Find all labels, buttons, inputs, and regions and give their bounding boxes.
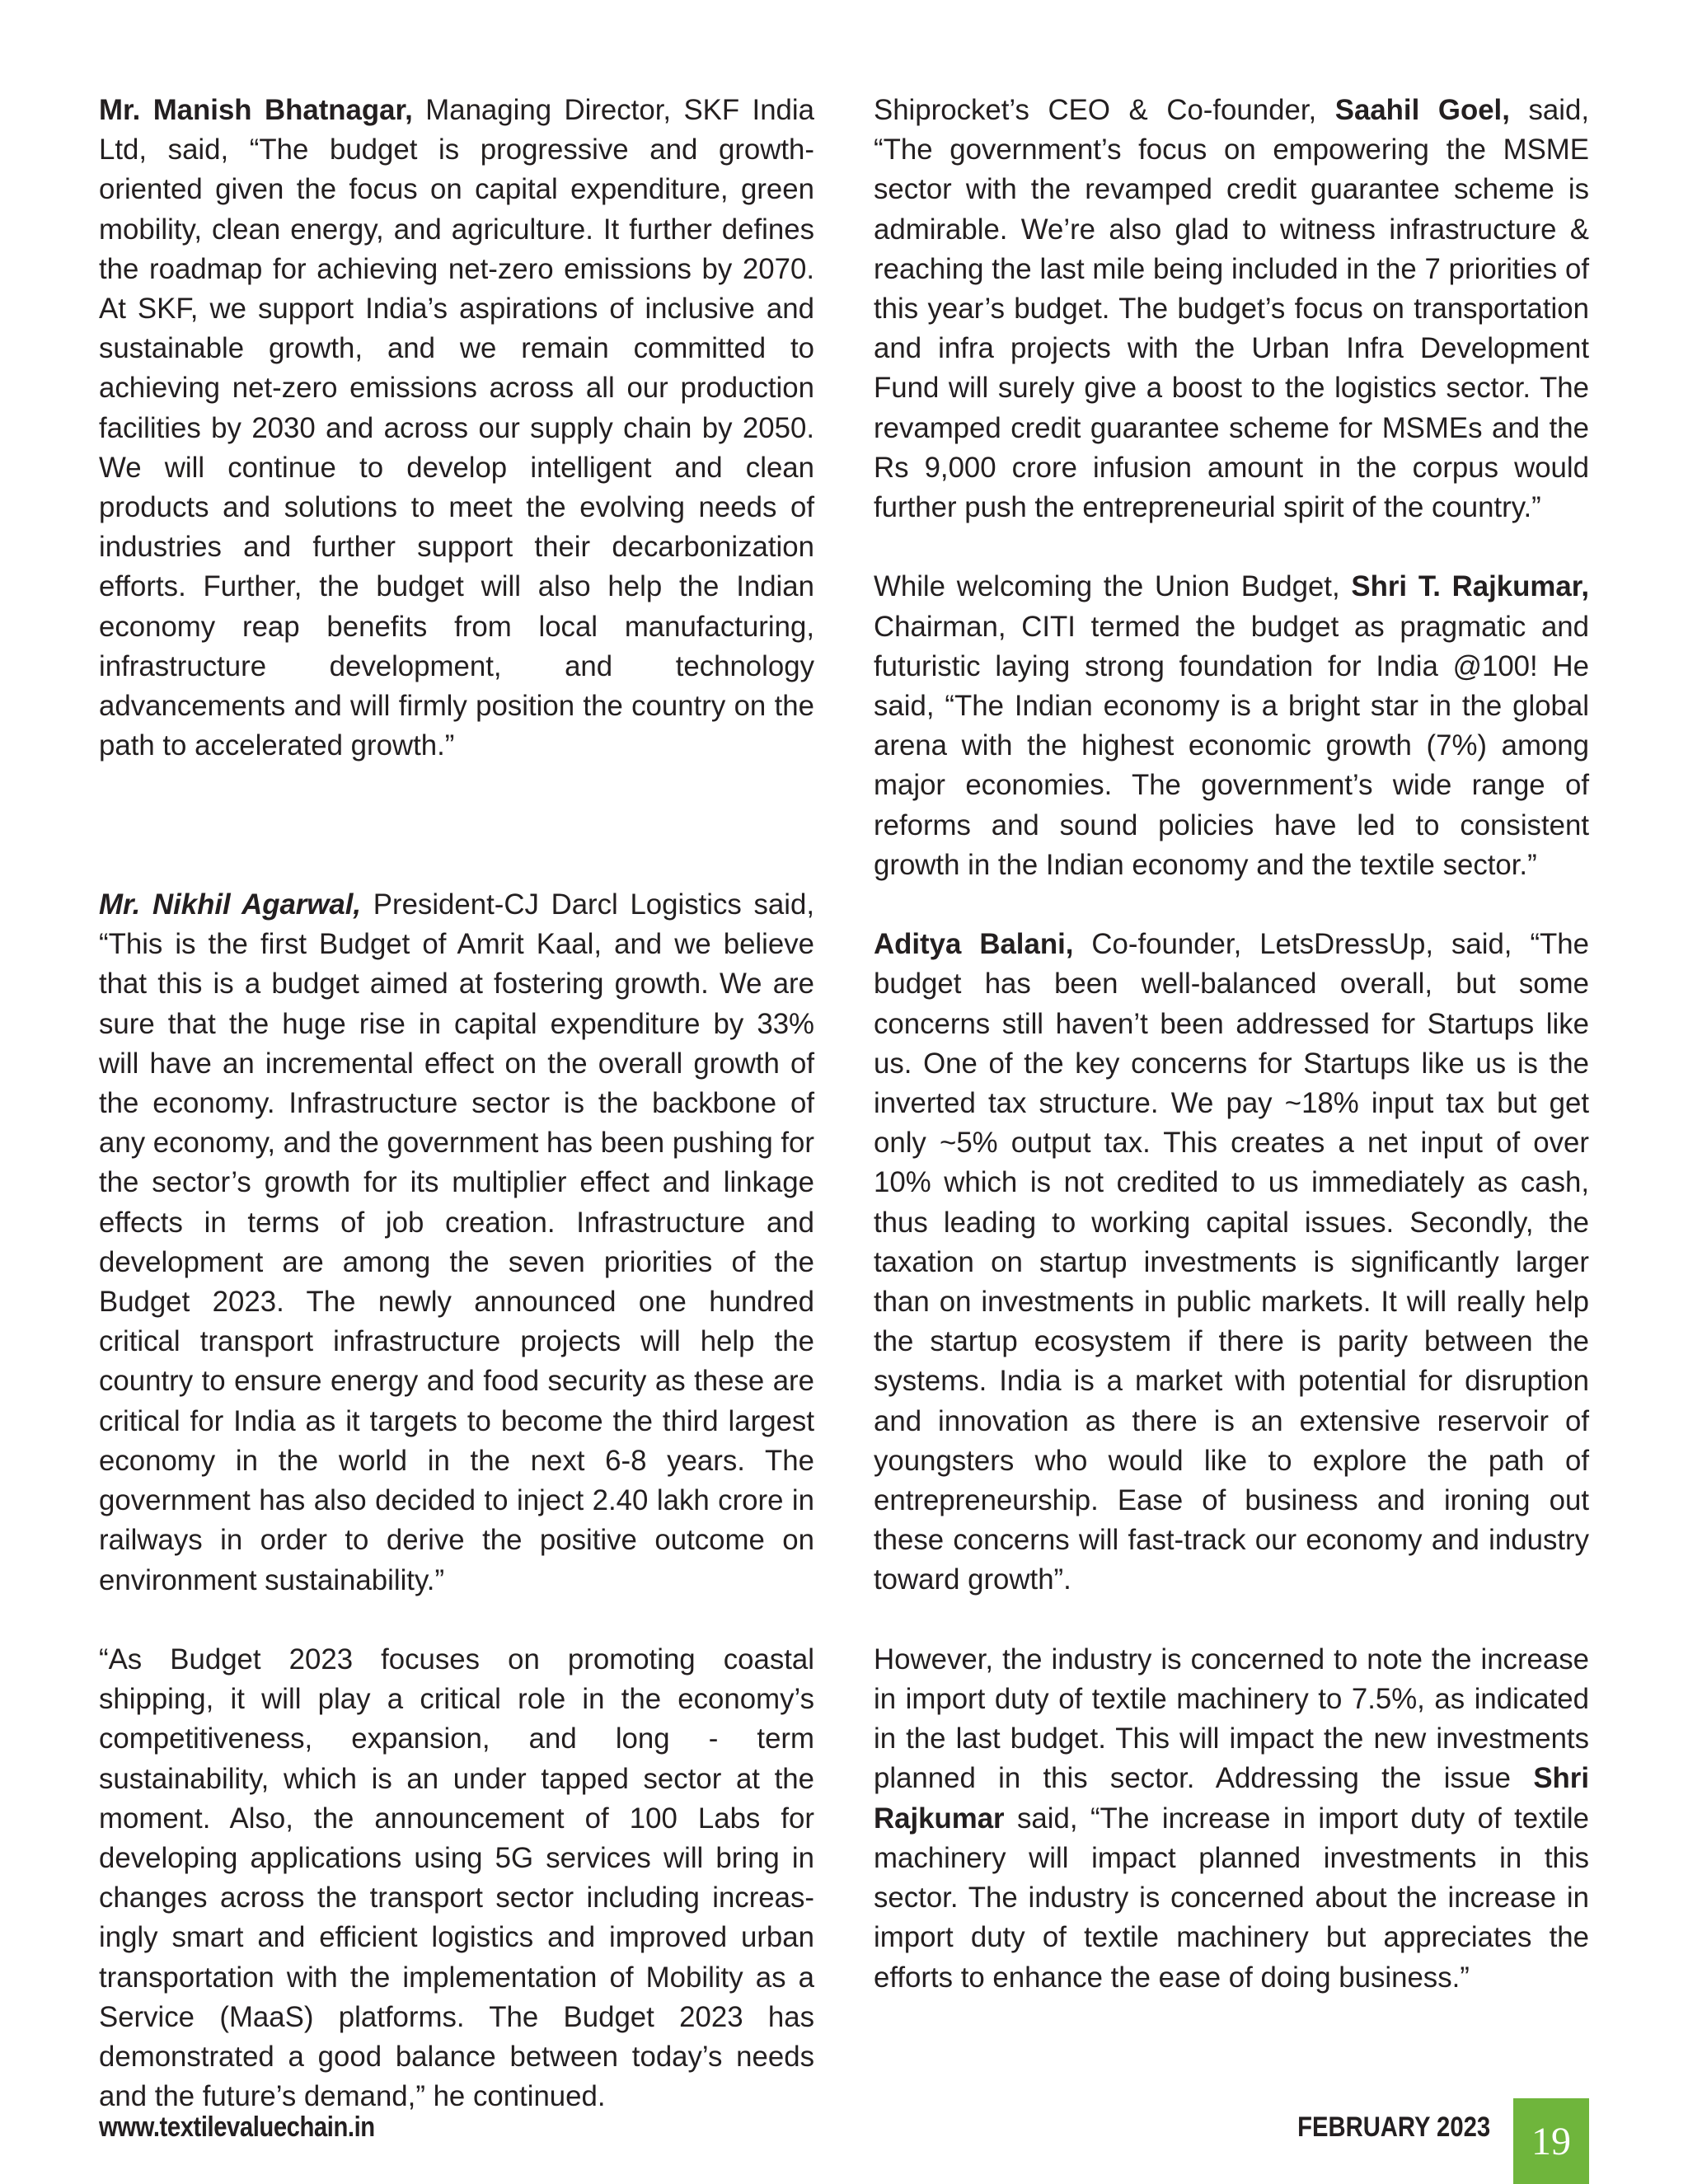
balani-quote-paragraph (874, 925, 1589, 1600)
quote-text: Co-founder, LetsDressUp, said, “The budget has been well-balanced overall, but some concerns still haven’t been addressed for Startups like us. One of the key concerns for Startups like us is the inverted tax structure. We pay ~18% input tax but get only ~5% output tax. This creates a net input of over 10% which is not credited to us immediately as cash, thus leading to working capital issues. Secondly, the taxation on startup investments is significantly larger than on investments in public markets. It will really help the startup ecosystem if there is parity between the systems. India is a market with potential for disruption and innovation as there is an extensive reservoir of youngsters who would like to explore the path of entrepreneurship. Ease of business and ironing out these concerns will fast-track our economy and industry toward growth”. (874, 928, 1589, 1596)
paragraph-spacer (874, 885, 1589, 925)
quote-text: “As Budget 2023 focuses on promoting coastal shipping, it will play a critical role in the economy’s competitiveness, expansion, and long - term sustainability, which is an under tapped sector at the moment. Also, the announcement of 100 Labs for developing applications using 5G services will bring in changes across the transport sector including increasingly smart and efficient logistics and improved urban transportation with the implementation of Mobility as a Service (MaaS) platforms. The Budget 2023 has demonstrated a good balance between today’s needs and the future’s demand,” he continued. (99, 1643, 814, 2113)
intro-text: While welcoming the Union Budget, (874, 570, 1352, 603)
footer-issue-date: FEBRUARY 2023 (1296, 2111, 1490, 2143)
quote-text: President-CJ Darcl Logistics said, “This is the first Budget of Amrit Kaal, and we believe that this is a budget aimed at fostering growth. We are sure that the huge rise in capital expenditure by 33% will have an incremental effect on the overall growth of the economy. Infrastructure sector is the backbone of any economy, and the government has been pushing for the sector’s growth for its multiplier effect and linkage effects in terms of job creation. Infrastructure and development are among the seven priorities of the Budget 2023. The newly announced one hundred critical transport infrastructure projects will help the country to ensure energy and food security as these are critical for India as it targets to become the third largest economy in the world in the next 6-8 years. The government has also decided to inject 2.40 lakh crore in railways in order to derive the positive outcome on environment sustainability.” (99, 888, 815, 1596)
left-column (99, 91, 814, 2116)
paragraph-spacer (99, 766, 814, 885)
goel-quote-paragraph (874, 91, 1589, 527)
agarwal-quote-paragraph (99, 885, 814, 1601)
page-number-badge (1513, 2098, 1589, 2184)
quote-text: Managing Director, SKF India Ltd, said, “The budget is progressive and growth-oriented given the focus on capital expenditure, green mobility, clean energy, and agriculture. It further defines the roadmap for achieving net-zero emissions by 2070. At SKF, we support India’s aspirations of inclusive and sustainable growth, and we remain committed to achieving net-zero emissions across all our production facilities by 2030 and across our supply chain by 2050. We will continue to develop intelligent and clean products and solutions to meet the evolving needs of industries and further support their decarbonization efforts. Further, the budget will also help the Indian economy reap benefits from local manufacturing, infrastructure development, and technology advancements and will firmly position the country on the path to accelerated growth.” (99, 94, 814, 762)
import-duty-paragraph (874, 1640, 1589, 1998)
speaker-name: Saahil Goel, (1334, 94, 1510, 126)
speaker-name: Shri T. Rajkumar, (1351, 570, 1589, 603)
intro-text: However, the industry is concerned to note the increase in import duty of textile machinery to 7.5%, as indicated in the last budget. This will impact the new investments planned in this sector. Addressing the issue (874, 1643, 1589, 1795)
quote-text: Chairman, CITI termed the budget as pragmatic and futuristic laying strong foundation for India @100! He said, “The Indian economy is a bright star in the global arena with the highest economic growth (7%) among major economies. The government’s wide range of reforms and sound policies have led to consistent growth in the Indian economy and the textile sector.” (874, 610, 1589, 881)
footer-website-link[interactable]: www.textilevaluechain.in (99, 2111, 375, 2143)
speaker-name: Shri Rajkumar (874, 1762, 1589, 1835)
paragraph-spacer (874, 527, 1589, 567)
quote-text: said, “The increase in import duty of textile machinery will impact planned investments in this sector. The industry is concerned about the increase in import duty of textile machinery but appreciates the efforts to enhance the ease of doing business.” (874, 1802, 1589, 1994)
intro-text: Shiprocket’s CEO & Co-founder, (874, 94, 1335, 126)
paragraph-spacer (874, 1601, 1589, 1640)
speaker-name: Mr. Nikhil Agarwal, (99, 888, 362, 921)
speaker-name: Aditya Balani, (874, 928, 1074, 961)
bhatnagar-quote-paragraph (99, 91, 814, 766)
quote-text: said, “The government’s focus on empowering the MSME sector with the revamped credit guarantee scheme is admirable. We’re also glad to witness infrastructure & reaching the last mile being included in the 7 priorities of this year’s budget. The budget’s focus on transportation and infra projects with the Urban Infra Development Fund will surely give a boost to the logistics sector. The revamped credit guarantee scheme for MSMEs and the Rs 9,000 crore infusion amount in the corpus would further push the entrepreneurial spirit of the country.” (874, 94, 1589, 524)
right-column (874, 91, 1589, 1998)
page-number: 19 (1531, 2119, 1571, 2163)
speaker-name: Mr. Manish Bhatnagar, (99, 94, 413, 126)
rajkumar-quote-paragraph (874, 567, 1589, 885)
agarwal-continued-paragraph (99, 1640, 814, 2116)
paragraph-spacer (99, 1601, 814, 1640)
